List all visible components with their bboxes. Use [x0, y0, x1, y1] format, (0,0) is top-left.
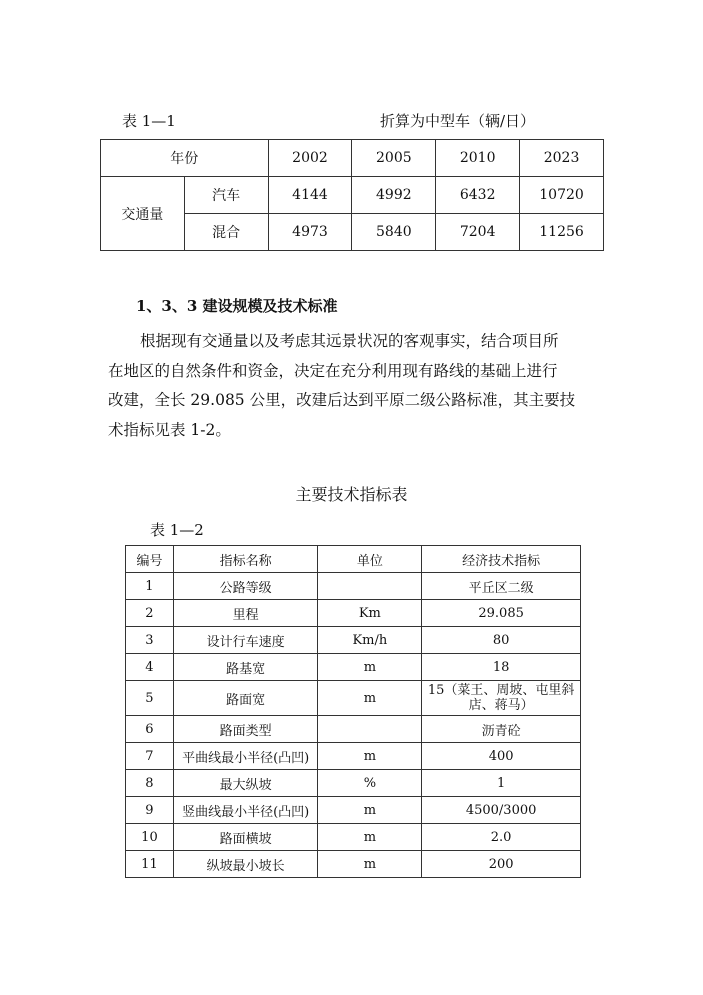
table-cell: 路面宽: [173, 681, 318, 716]
table-cell: 里程: [173, 600, 318, 627]
column-header: 编号: [126, 546, 174, 573]
table-cell: 5840: [352, 214, 436, 251]
table1-caption: 表 1—1: [122, 112, 176, 130]
table-cell: 1: [126, 573, 174, 600]
table-cell: 18: [422, 654, 581, 681]
column-header: 指标名称: [173, 546, 318, 573]
table-cell: 10: [126, 824, 174, 851]
table-cell: 路面横坡: [173, 824, 318, 851]
technical-indicators-table: [125, 545, 581, 878]
table-cell: 4144: [268, 177, 352, 214]
table-cell: 11256: [520, 214, 604, 251]
table-cell: 沥青砼: [422, 716, 581, 743]
table-cell: 2.0: [422, 824, 581, 851]
paragraph-line: 改建，全长 29.085 公里，改建后达到平原二级公路标准，其主要技: [108, 391, 576, 409]
table1-unit: 折算为中型车（辆/日）: [380, 112, 536, 130]
table-cell: 竖曲线最小半径(凸凹): [173, 797, 318, 824]
section-paragraph: [108, 327, 608, 445]
table-cell: 4973: [268, 214, 352, 251]
table-cell: 11: [126, 851, 174, 878]
table-header-row: [126, 546, 581, 573]
table-cell: 80: [422, 627, 581, 654]
table-cell: m: [318, 851, 422, 878]
column-header: 经济技术指标: [422, 546, 581, 573]
table-cell: 15（菜王、周坡、屯里斜店、蒋马）: [422, 681, 581, 716]
table-cell: m: [318, 824, 422, 851]
year-cell: 2010: [436, 140, 520, 177]
table-cell: 路基宽: [173, 654, 318, 681]
traffic-group-label: 交通量: [101, 177, 185, 251]
table-cell: 9: [126, 797, 174, 824]
table-cell: 平曲线最小半径(凸凹): [173, 743, 318, 770]
table-row: [126, 824, 581, 851]
table-row: [126, 627, 581, 654]
year-cell: 2002: [268, 140, 352, 177]
table2-caption: 表 1—2: [150, 521, 204, 539]
section-heading: 1、3、3 建设规模及技术标准: [136, 297, 338, 315]
row-label: 混合: [184, 214, 268, 251]
table-cell: 400: [422, 743, 581, 770]
column-header: 单位: [318, 546, 422, 573]
table-cell: m: [318, 654, 422, 681]
table-cell: 6432: [436, 177, 520, 214]
table-cell: 平丘区二级: [422, 573, 581, 600]
table-cell: 纵坡最小坡长: [173, 851, 318, 878]
paragraph-line: 根据现有交通量以及考虑其远景状况的客观事实，结合项目所: [140, 332, 559, 350]
table2-title: 主要技术指标表: [295, 485, 408, 504]
table-row: [126, 654, 581, 681]
table-cell: 6: [126, 716, 174, 743]
paragraph-line: 术指标见表 1-2。: [108, 420, 231, 439]
table-row: [126, 716, 581, 743]
table-row: [126, 573, 581, 600]
table-cell: 4: [126, 654, 174, 681]
table-cell: 7204: [436, 214, 520, 251]
table-cell: 4992: [352, 177, 436, 214]
paragraph-line: 在地区的自然条件和资金，决定在充分利用现有路线的基础上进行: [108, 361, 558, 380]
table-cell: 10720: [520, 177, 604, 214]
table-row: [126, 600, 581, 627]
table-cell: [318, 716, 422, 743]
table-cell: 200: [422, 851, 581, 878]
table-row: [101, 177, 604, 214]
table-cell: 公路等级: [173, 573, 318, 600]
table-row: [126, 851, 581, 878]
table-cell: 4500/3000: [422, 797, 581, 824]
table-cell: 2: [126, 600, 174, 627]
table-cell: 29.085: [422, 600, 581, 627]
year-header: 年份: [101, 140, 269, 177]
year-cell: 2005: [352, 140, 436, 177]
table-cell: Km/h: [318, 627, 422, 654]
table-cell: [318, 573, 422, 600]
table-row: [126, 743, 581, 770]
table-cell: 设计行车速度: [173, 627, 318, 654]
table-cell: 路面类型: [173, 716, 318, 743]
table-cell: m: [318, 681, 422, 716]
table-cell: %: [318, 770, 422, 797]
table-cell: Km: [318, 600, 422, 627]
table-cell: 7: [126, 743, 174, 770]
table-cell: m: [318, 797, 422, 824]
year-cell: 2023: [520, 140, 604, 177]
table-cell: 最大纵坡: [173, 770, 318, 797]
table-cell: 1: [422, 770, 581, 797]
row-label: 汽车: [184, 177, 268, 214]
table-row: [126, 770, 581, 797]
table-header-row: [101, 140, 604, 177]
table-cell: 8: [126, 770, 174, 797]
table-row: [126, 681, 581, 716]
table-cell: 3: [126, 627, 174, 654]
traffic-volume-table: [100, 139, 604, 251]
table-cell: 5: [126, 681, 174, 716]
table-cell: m: [318, 743, 422, 770]
table-row: [126, 797, 581, 824]
